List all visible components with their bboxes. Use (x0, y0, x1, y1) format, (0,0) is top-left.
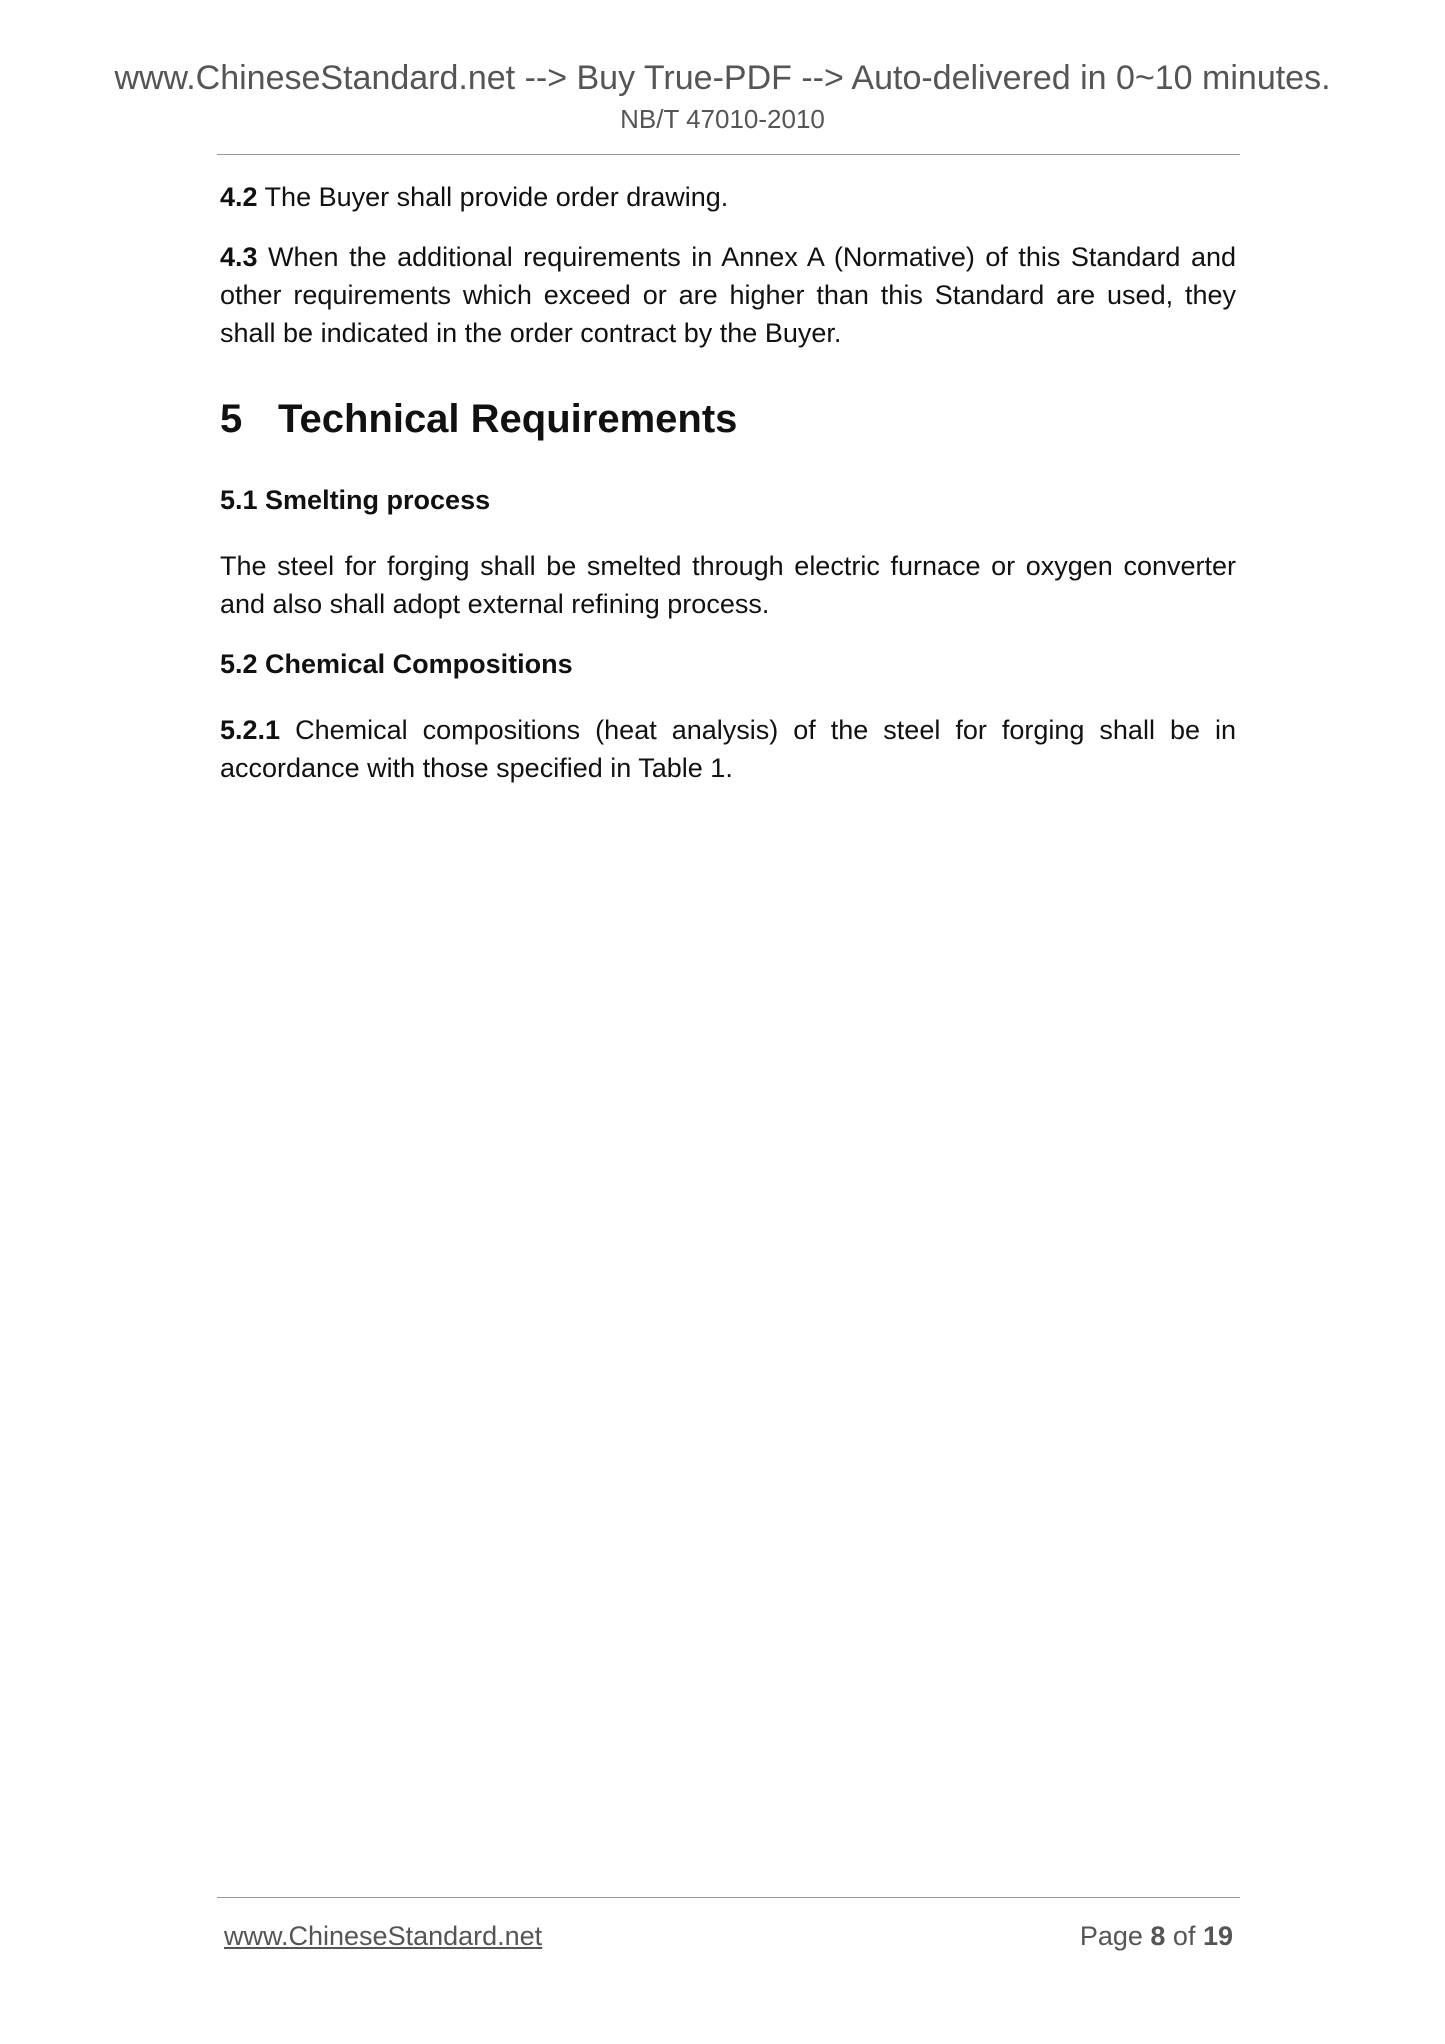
page-indicator (1080, 1919, 1233, 1953)
subheading-5-2: 5.2 Chemical Compositions (220, 649, 573, 679)
page-of: of (1165, 1921, 1203, 1951)
standard-code: NB/T 47010-2010 (620, 104, 825, 134)
header-divider (217, 154, 1240, 155)
clause-number: 4.3 (220, 242, 258, 272)
document-body (220, 178, 1236, 809)
page-prefix: Page (1079, 1921, 1151, 1951)
header-banner: www.ChineseStandard.net --> Buy True-PDF --> Auto-delivered in 0~10 minutes. (114, 59, 1331, 97)
clause-4-3 (220, 238, 1236, 352)
section-title: Technical Requirements (278, 397, 738, 441)
clause-number: 5.2.1 (220, 715, 281, 745)
current-page: 8 (1150, 1921, 1166, 1951)
section-number: 5 (220, 397, 243, 441)
clause-text: Chemical compositions (heat analysis) of the steel for forging shall be in accordance with those specified in Table 1. (220, 715, 1236, 783)
clause-text: The Buyer shall provide order drawing. (257, 182, 729, 212)
clause-5-2-1 (220, 711, 1236, 787)
section-heading-5 (220, 395, 1236, 443)
footer-website-link[interactable]: www.ChineseStandard.net (224, 1921, 543, 1951)
total-pages: 19 (1202, 1921, 1233, 1951)
clause-4-2 (220, 178, 1236, 216)
clause-5-1-text: The steel for forging shall be smelted through electric furnace or oxygen converter and also shall adopt external refining process. (220, 551, 1236, 619)
clause-text: When the additional requirements in Annex A (Normative) of this Standard and other requirements which exceed or are higher than this Standard are used, they shall be indicated in the order contract by the Buyer. (220, 242, 1236, 348)
subheading-5-1: 5.1 Smelting process (220, 485, 491, 515)
footer-divider (217, 1897, 1240, 1898)
clause-number: 4.2 (220, 182, 258, 212)
